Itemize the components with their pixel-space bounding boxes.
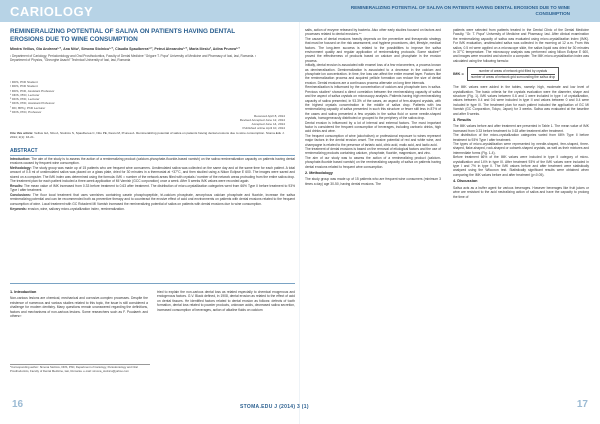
citation-label: Cite this article: [10,131,34,135]
footer-journal: STOMA.EDU J (2014) 3 (1) [240,404,309,410]
abstract-keywords-label: Keywords: [10,206,27,211]
right-page [305,28,590,398]
paragraph: Remineralization is influenced by the concentration of calcium and phosphate ions in saliva. Previous studies⁸ showed a direct correlation between the remineralizing capacity of saliva and the aspect of saliva crystals on microscopy analysis. Patients having high remineralizing capacity of saliva presented, in 93.3% of the cases, an aspect of fern-shaped crystals, with the highest crystals concentration in the middle of saliva drop. Patients with low remineralizing capacity of saliva presented in such this structure or fewer still less in 87% of the cases and saliva presented a few crystals in the saliva fluid or some needle-shaped crystals, homogeneously distributed or grouped to the periphery of the saliva drop. [305,85,441,121]
abstract-method: The study group was made up of 15 patients who are frequent wine consumers. Unstimulated saliva was collected on the same day and at the same time for each patient. A total amount of 0.5 ml of unstimulated saliva was placed on a glass plate, dried for 30 minutes in a thermostat at +37°C, and then studied using a Nikon Eclipse E 600. The images were saved and stored on a computer. The IMK index was determined using the formula: IMK = number of the network areas filled with crystals / number of the network areas protruding from the entire saliva drop. The treatment plan for each patient included a three-week application of MI Varnish (GCC corporation) once a week. After 5 weeks IMK values were recorded again. [10,166,295,184]
methodology-heading: 2. Methodology [305,171,333,175]
paragraph: The causes of dental erosions heavily depends on the preventive and therapeutic strategy that must be focused on the risk assessment, oral hygiene procedures, diet, lifestyle, medical factors. The long-term success is related to the possibilities to improve the saliva environment quality and regular application of remineralizing protocols. Some studies⁶⁷ proved the effectiveness of products based on calcium and phosphate in the erosion process. [305,36,441,63]
paragraph: Initially, dental erosion is associated with enamel loss of a few micrometers, a process known as demineralization. Demineralization is associated to a decrease in the calcium and phosphate ion concentration. In time, the loss can affect the entire enamel layer. Factors like the remineralization process and acquired pellicle formation can reduce the size of dental erosion. Dental erosions are a continuous process alternate on long time intervals. [305,63,441,85]
affiliations: ¹ Department of Cariology, Periodontology and Oral Prosthodontics, Faculty of Dental Medicine "Grigore T. Popa" University of Medicine and Pharmacy of Iasi, Iasi, Romania. ² Department of Physics, "Gheorghe Asachi" Technical University of Iasi, Iasi, Romania [10,53,257,62]
intro-column-b [157,290,295,312]
article-dates [195,114,285,130]
paragraph: Before treatment 66% of the IMK values were included in type II category of micro-crystallization and 14% in type III. After treatment 93% of the IMK values were included in type I and 7% in type II. The IMK values before and after treatment were statistically analyzed using the Wilcoxon test. Statistically significant results were obtained when comparing the IMK values before and after treatment (p<0.05). [453,155,589,177]
discussion-heading: 4. Discussion [453,179,478,184]
paragraph: salts, action of enzyme released by bacteria. Also other early studies focused on factors and processes related to dental erosions.⁴ⁿ [305,28,441,37]
citation [10,131,290,139]
date-line: Revised Accepted June 12, 2014 [239,118,285,123]
role-line: ³ DDS, PhD, Assistant Professor [10,88,55,93]
results-heading: 3. Results [453,118,471,122]
left-page [10,28,295,398]
author-roles [10,80,70,114]
role-line: ² DDS, PhD Student [10,84,38,89]
footnote: *Corresponding author: Simona Stolnicu, DDS, PhD, Department of Cariology, Periodontology and Oral Prosthodontics, Faculty of Dental Medicine, Iasi, Romania. e-mail: simona_stolnicu@yahoo.com [10,364,150,373]
journal-section-label: CARIOLOGY [10,4,94,19]
gutter [299,22,300,424]
role-line: ⁶ DDS, PhD, Assistant Professor [10,101,55,106]
abstract-results: The mean value of IMK increased from 0.33 before treatment to 0.63 after treatment. The distribution of micro-crystallization categories went from 66% Type II before treatment to 93% Type I after treatment. [10,183,295,193]
formula-denominator: number of areas of network grid surrounding the saliva drop [470,74,556,79]
paragraph: The IMK values were added in the tables, namely: high, moderate and low level of crystallization. The basic criteria for the crystals evaluation were the diameter, shape and structure (Fig. 1). IMK values between 0.6 and 1 were included in type I of crystallization, values between 0.4 and 0.6 were included in type II and values between 0 and 0.4 were included in type III. The treatment plan for each patient included the application of GC MI Varnish (GC Corporation, Tokyo, Japan) for 3 weeks. Saliva was evaluated at the baseline and after 5 weeks. [453,85,589,116]
paragraph: The aim of our study was to assess the action of a remineralizing product (calcium-phosphate-fluoride based varnish) on the remineralizing capacity of saliva on patients having dental erosions related to frequent wine consumption. [305,155,441,169]
page-number-right: 17 [576,399,588,410]
role-line: ¹ DDS, PhD Student [10,80,38,84]
abstract-intro-label: Introduction: [10,157,31,161]
paragraph: Saliva acts as a buffer agent for various beverages. However beverages like fruit juices or wine are resistant to the acid neutralizing action of saliva and have the capacity to prolong the time of [453,185,589,199]
paragraph: Dental erosion is influenced by a lot of internal and external factors. The most important factor is considered the frequent consumption of beverages, including carbonic drinks, high acid drinks and wine. [305,120,441,134]
formula-lhs: IMK = [453,71,464,76]
role-line: ⁵ DDS, PhD, Lecturer [10,97,40,102]
abstract-conclusions-label: Conclusions: [10,193,31,198]
paragraph: The distribution of the micro-crystallization categories varied from 66% Type II before treatment to 93% Type I after treatment. [453,133,589,142]
page-number-left: 16 [12,399,24,410]
date-line: Accepted June 14, 2014 [251,122,285,127]
intro-heading: 1. Introduction [10,290,37,294]
role-line: ⁷ DD, BPhy, PhD Lecturer [10,105,46,110]
paragraph: The types of micro-crystallization were represented by needle-shaped, fern-shaped, three-shaped, flake-shaped, rock-shaped or cobweb-shaped crystals, as well as their mixtures and intermediate forms (Fig. 1-4). [453,142,589,155]
formula-fraction [467,67,559,81]
imk-formula [453,67,589,81]
abstract-conclusions: The fluor local treatment that uses varnishes containing casein phosphopeptide, tri-calcium phosphate, amorphous calcium phosphate and fluoride, increase the saliva remineralizing potential and can be recommended both as preventive therapy and to counteract the erosive effect of acid oral environments on patients with dental erosions related to the frequent consumption of wine. Local treatment with GC Rotadent MI Varnish increased the remineralizing potential of saliva on patients with dental erosions due to wine consumption. [10,193,295,206]
abstract-results-label: Results: [10,183,24,188]
abstract-body [10,157,295,212]
date-line: Received April 8, 2014 [254,114,285,118]
formula-numerator: number of areas of network grid filled by crystals [471,69,555,75]
paragraph: The study group was made up of 15 patients who are frequent wine consumers (minimum 3 times a day) age 30-50, having dental erosions. The [305,177,441,186]
abstract-method-label: Methodology: [10,166,32,171]
abstract-keywords: erosion, wine, salivary micro-crystallization index, remineralization. [27,206,125,211]
intro-text-a: Non-carious lesions are chemical, mechanical and corrosive-complex processes. Despite the existence of numerous and various studies related to this topic, the issue is still considered a challenge for modern dentistry. Many questions remain unanswered regarding the definitions, factors and mechanisms of non-carious lesions. Some researchers such as F. Poudaert¹ and others²³ [10,296,148,319]
paragraph: The treatment of dental erosions is based on the removal of etiological factors and the use of remineralizing products containing calcium, phosphate, fluoride, magnesium, and zinc. [305,146,441,156]
right-column-2 [453,28,589,199]
intro-text-b: tried to explain the non-carious dental loss as related especially to chemical exogenous and endogenous factors. G.V. Black defined, in 1908, dental erosion as related to the effect of acid on dental tissues. He identified factors related to dental erosion as follows: defects of tooth formation, dental loss related to powder products, unknown acids, decreased saliva secretion, increased consumption of beverages, action of alkaline fluids on calcium [157,290,295,312]
citation-text: Vellius GA, Nitu A, Stolnicu S, Spaulberea C, Nitu PE, Iliesiu M, Prunea A. Remineralizing potential of saliva on patients having dental erosions due to wine consumption. Stoma.Edu J. 2014; 2(1): 16-21. [10,131,285,140]
abstract-heading: ABSTRACT [10,148,295,156]
paragraph: patients were selected from patients treated in the Dental Clinic of the Dental Medicine Faculty, "Gr. T. Popa" University of Medicine and Pharmacy, Iasi. After clinical examination the remineralizing capacity of saliva was evaluated using micro-crystallization index (IMK). For IMK evaluation, unstimulated saliva was collected in the morning at 12 a.m. From this saliva, 0.5 ml were applied on a microscope slide, the saliva liquid was dried for 30 minutes in 37°C temperature. The microscopy analysis was performed using Nikon Eclipse E 600, and images were recorded and stored in a computer. The IMK micro-crystallization index was calculated using the following formula: [453,28,589,63]
intro-column-a [10,290,148,318]
authors: Mindra Vellius, Gia Andreea¹ᐟ², Ana Nitu¹, Simona Stolnicu¹ᐟ², Claudia Spaulberea¹ᐟ², Petrut Alexandru¹ᐟ², Maria Iliesiu², Adina Prunea¹ᐟ² [10,47,240,51]
abstract-intro: The aim of the study is to assess the action of a remineralizing product (calcium-phosphate-fluoride-based varnish) on the saliva remineralization capacity on patients having dental erosions caused by frequent wine consumption. [10,157,295,166]
role-line: ⁸ DDS, PhD, Professor [10,110,42,115]
running-title: REMINERALIZING POTENTIAL OF SALIVA ON PATIENTS HAVING DENTAL EROSIONS DUE TO WINE CONSUMPTION [350,5,570,16]
paragraph: The frequent consumption of wine (alcoholism) or professional exposure to wines represent major factors in the dental erosion onset. The erosive potential of red and white wine, and champagne is related to the presence of tartaric acid, citric acid, malic acid, and lactic acid. [305,133,441,147]
paragraph: The IMK values before and after treatment are presented in Table 1. The mean value of IMK increased from 0.33 before treatment to 0.63 after treatment after treatment. [453,124,589,133]
article-title: REMINERALIZING POTENTIAL OF SALIVA ON PATIENTS HAVING DENTAL EROSIONS DUE TO WINE CONSUMPTION [10,28,236,43]
abstract-rule [10,283,295,284]
date-line: Published online April 10, 2014 [242,126,285,131]
right-column-1 [305,28,441,186]
role-line: ⁴ DDS, PhD, Lecturer [10,92,40,97]
